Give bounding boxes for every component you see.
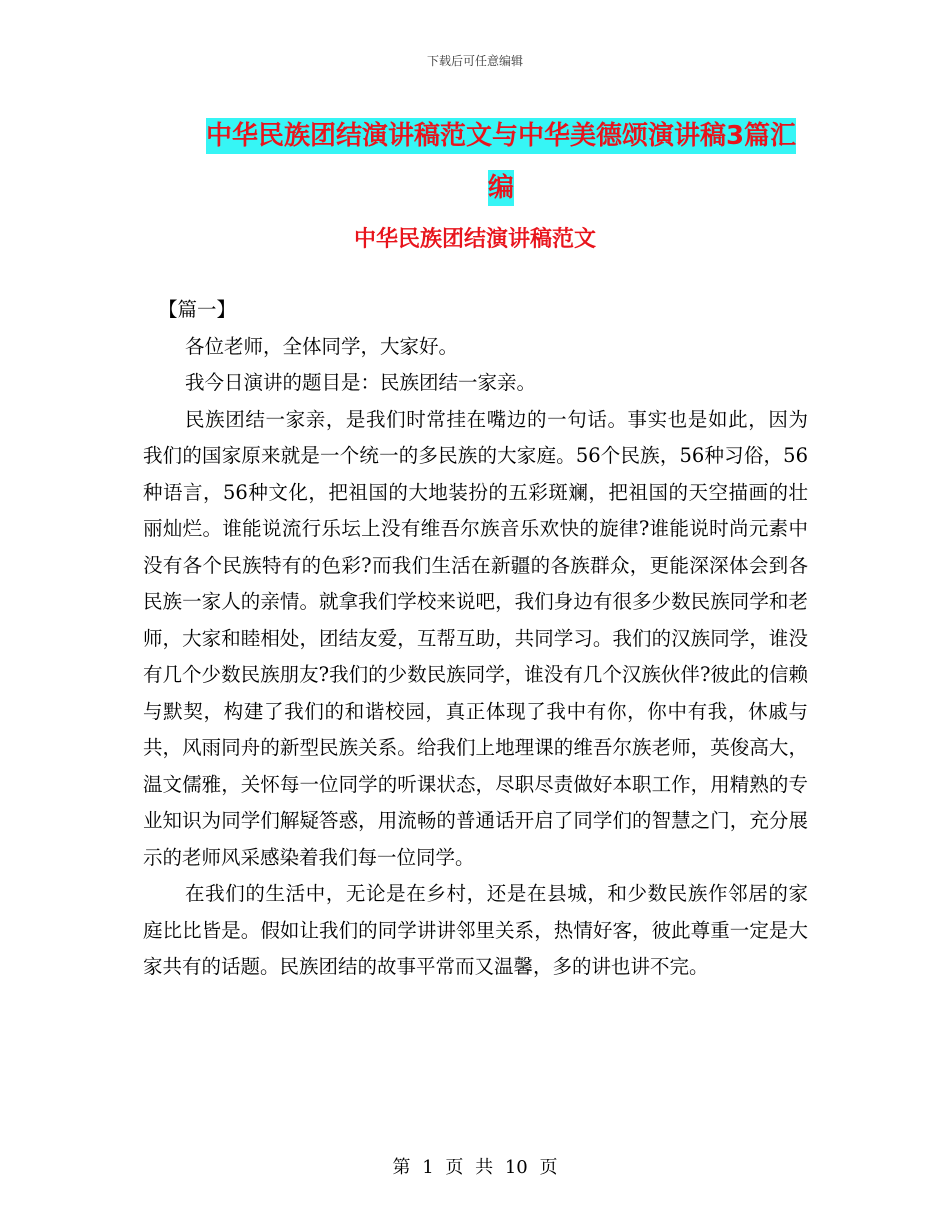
section-title: 中华民族团结演讲稿范文 <box>353 227 596 252</box>
paragraph: 在我们的生活中，无论是在乡村，还是在县城，和少数民族作邻居的家庭比比皆是。假如让我们的同学讲讲邻里关系，热情好客，彼此尊重一定是大家共有的话题。民族团结的故事平常而又温馨，多的讲也讲不完。 <box>143 882 808 978</box>
document-title <box>195 110 807 214</box>
part-label: 【篇一】 <box>158 298 237 321</box>
paragraph: 民族团结一家亲，是我们时常挂在嘴边的一句话。事实也是如此，因为我们的国家原来就是一个统一的多民族的大家庭。56个民族，56种习俗，56种语言，56种文化，把祖国的大地装扮的五彩斑斓，把祖国的天空描画的壮丽灿烂。谁能说流行乐坛上没有维吾尔族音乐欢快的旋律?谁能说时尚元素中没有各个民族特有的色彩?而我们生活在新疆的各族群众，更能深深体会到各民族一家人的亲情。就拿我们学校来说吧，我们身边有很多少数民族同学和老师，大家和睦相处，团结友爱，互帮互助，共同学习。我们的汉族同学，谁没有几个少数民族朋友?我们的少数民族同学，谁没有几个汉族伙伴?彼此的信赖与默契，构建了我们的和谐校园，真正体现了我中有你，你中有我，休戚与共，风雨同舟的新型民族关系。给我们上地理课的维吾尔族老师，英俊高大，温文儒雅，关怀每一位同学的听课状态，尽职尽责做好本职工作，用精熟的专业知识为同学们解疑答惑，用流畅的普通话开启了同学们的智慧之门，充分展示的老师风采感染着我们每一位同学。 <box>143 407 808 869</box>
header-note: 下载后可任意编辑 <box>426 54 523 68</box>
paragraph: 我今日演讲的题目是：民族团结一家亲。 <box>185 371 537 394</box>
paragraph: 各位老师，全体同学，大家好。 <box>185 334 459 358</box>
document-title-text: 中华民族团结演讲稿范文与中华美德颂演讲稿3篇汇编 <box>206 118 796 206</box>
body-text <box>143 292 808 986</box>
page-footer: 第 1 页 共 10 页 <box>392 1157 558 1178</box>
